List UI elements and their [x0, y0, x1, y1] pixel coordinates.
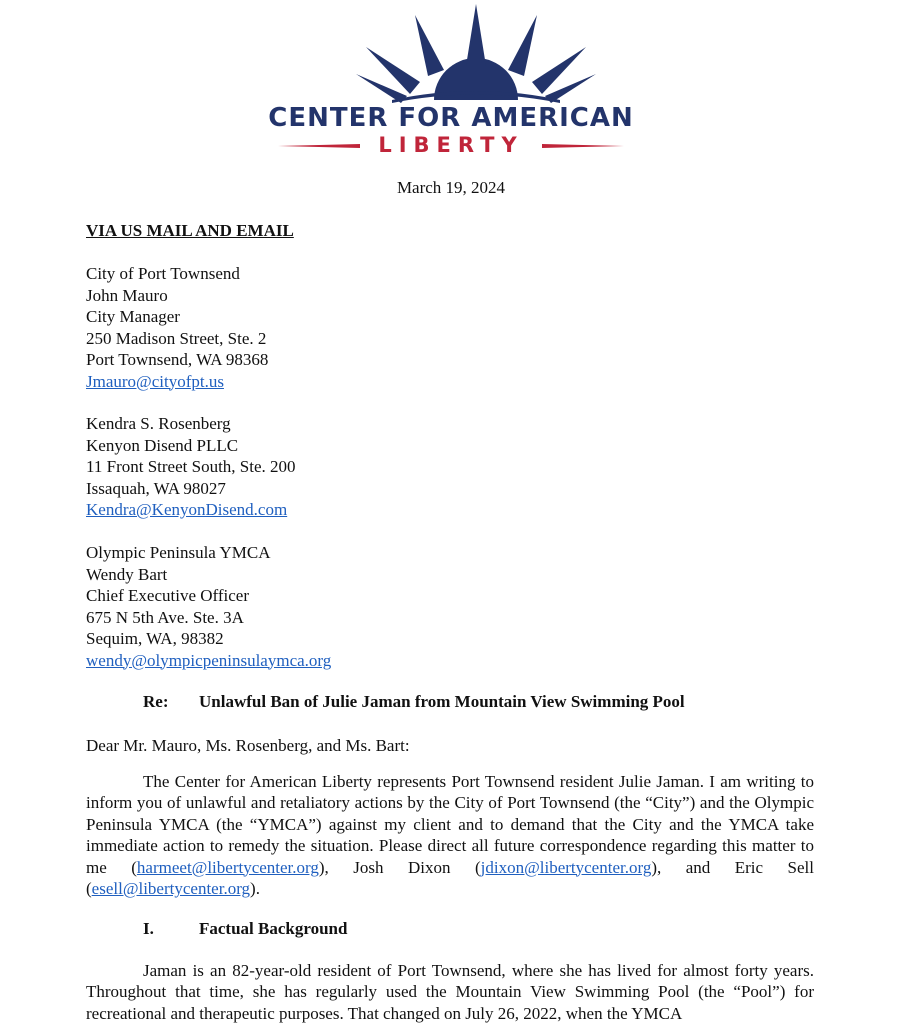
logo-subtitle: LIBERTY: [378, 133, 524, 157]
address-line: Kendra S. Rosenberg: [86, 414, 231, 433]
subject-line: [143, 692, 685, 712]
address-line: Sequim, WA, 98382: [86, 629, 224, 648]
address-line: John Mauro: [86, 285, 168, 305]
intro-text: ), and Eric Sell (: [86, 857, 814, 899]
letter-date: March 19, 2024: [396, 178, 506, 197]
section-heading: [143, 919, 347, 939]
address-line: Chief Executive Officer: [86, 586, 250, 605]
address-line: City Manager: [86, 307, 180, 326]
email-link[interactable]: esell@libertycenter.org: [91, 879, 251, 899]
recipient-block: [86, 542, 331, 671]
email-link[interactable]: Kendra@KenyonDisend.com: [86, 500, 288, 519]
address-line: 250 Madison Street, Ste. 2: [86, 328, 267, 348]
intro-text: ).: [250, 879, 260, 899]
address-line: Olympic Peninsula YMCA: [86, 543, 271, 562]
organization-logo: [0, 0, 902, 160]
address-line: 675 N 5th Ave. Ste. 3A: [86, 607, 244, 627]
email-link[interactable]: jdixon@libertycenter.org: [480, 857, 652, 877]
intro-paragraph: [86, 771, 814, 899]
address-line: Issaquah, WA 98027: [86, 478, 226, 498]
address-line: Wendy Bart: [86, 564, 168, 584]
email-link[interactable]: wendy@olympicpeninsulaymca.org: [86, 650, 332, 670]
intro-text: ), Josh Dixon (: [318, 857, 481, 877]
background-paragraph: Jaman is an 82-year-old resident of Port Townsend, where she has lived for almost forty years. Throughout that time, she has regularly used the Mountain View Swimming Pool (the “Pool”) for recreational and therapeutic purposes. That changed on July 26, 2022, when the YMCA: [86, 961, 814, 1023]
recipient-block: [86, 413, 296, 521]
address-line: Port Townsend, WA 98368: [86, 350, 269, 369]
salutation: Dear Mr. Mauro, Ms. Rosenberg, and Ms. Bart:: [86, 736, 410, 755]
delivery-method: VIA US MAIL AND EMAIL: [86, 221, 294, 240]
address-line: Kenyon Disend PLLC: [86, 435, 239, 455]
section-number: I.: [143, 919, 154, 938]
address-line: 11 Front Street South, Ste. 200: [86, 457, 296, 476]
email-link[interactable]: harmeet@libertycenter.org: [136, 857, 319, 877]
address-line: City of Port Townsend: [86, 264, 240, 283]
subject-label: Re:: [143, 692, 169, 711]
logo-name: CENTER FOR AMERICAN: [268, 103, 634, 133]
sunburst-icon: [0, 0, 902, 110]
subject-text: Unlawful Ban of Julie Jaman from Mountain View Swimming Pool: [199, 692, 685, 711]
recipient-block: [86, 263, 268, 392]
email-link[interactable]: Jmauro@cityofpt.us: [86, 371, 224, 391]
section-title: Factual Background: [199, 919, 348, 938]
intro-text: The Center for American Liberty represents Port Townsend resident Julie Jaman. I am writing to inform you of unlawful and retaliatory actions by the City of Port Townsend (the “City”) and the Olympic Peninsula YMCA (the “YMCA”) against my client and to demand that the City and the YMCA take immediate action to remedy the situation. Please direct all future correspondence regarding this matter to me (: [86, 772, 814, 877]
